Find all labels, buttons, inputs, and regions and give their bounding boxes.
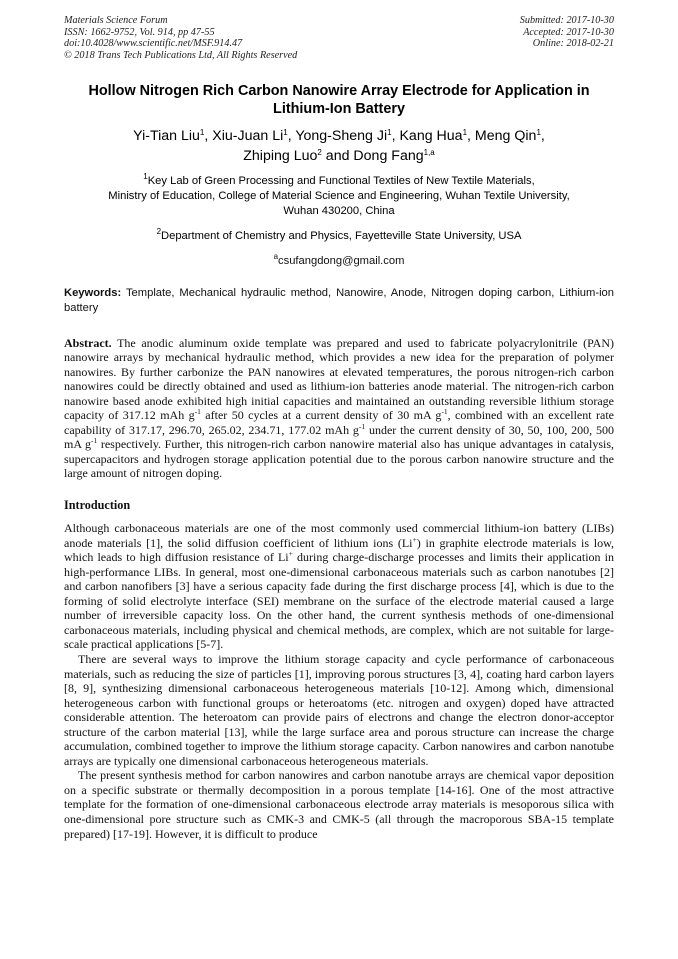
- author: [243, 148, 353, 164]
- abstract-body: [64, 336, 614, 481]
- text-run: under the current density of 30, 50, 100, 200, 500 mA g: [64, 422, 615, 452]
- text-run: There are several ways to improve the lithium storage capacity and cycle performance of carbonaceous materials, such as reducing the size of particles [1], improving porous structures [3, 4], coating hard carbon layers [8, 9], synthesizing dimensional carbonaceous heterogeneous materials [10-12]. Among which, dimensional heterogeneous carbon with functional groups or heteroatoms (etc. nitrogen and oxygen) doped have attracted considerable attention. The heteroatom can provide pairs of electrons and change the electron donor-acceptor structure of the carbon material [13], while the large surface area and porous structure can increase the charge accumulation, combined together to improve the lithium storage capacity. Carbon nanowires and carbon nanotube arrays are typically one dimensional carbonaceous heterogeneous materials.: [64, 651, 614, 768]
- affiliation-line: Wuhan 430200, China: [283, 205, 395, 218]
- text-run: after 50 cycles at a current density of 30 mA g: [200, 408, 442, 423]
- intro-paragraph: [64, 768, 614, 841]
- header-right: [520, 15, 614, 61]
- keywords-text: Template, Mechanical hydraulic method, Nanowire, Anode, Nitrogen doping carbon, Lithium-ion battery: [64, 287, 614, 314]
- affiliation-1: [64, 174, 614, 219]
- header-doi: doi:10.4028/www.scientific.net/MSF.914.47: [64, 38, 243, 50]
- abstract-label: Abstract.: [64, 335, 112, 350]
- intro-paragraph: [64, 652, 614, 768]
- affiliation-2: [64, 229, 614, 244]
- section-heading-introduction: Introduction: [64, 498, 131, 513]
- header-issn: ISSN: 1662-9752, Vol. 914, pp 47-55: [64, 26, 215, 38]
- affiliation-line: Key Lab of Green Processing and Functional Textiles of New Textile Materials,: [147, 175, 535, 188]
- superscript: -1: [441, 407, 448, 417]
- author-affil-sup: 1: [199, 128, 205, 138]
- keywords-label: Keywords:: [64, 287, 122, 300]
- affiliation-sup: 1: [143, 172, 148, 182]
- affiliation-line: Department of Chemistry and Physics, Fayetteville State University, USA: [161, 230, 522, 243]
- paper-title: Hollow Nitrogen Rich Carbon Nanowire Array Electrode for Application in Lithium-Ion Battery: [88, 83, 590, 118]
- author-sep: ,: [391, 128, 400, 145]
- author-name: Xiu-Juan Li: [212, 128, 284, 145]
- affiliation-line: Ministry of Education, College of Material Science and Engineering, Wuhan Textile University,: [108, 190, 570, 203]
- header-left: [64, 15, 297, 61]
- header-submitted: Submitted: 2017-10-30: [519, 15, 614, 26]
- abstract: [64, 336, 614, 481]
- author-sep: ,: [540, 128, 545, 145]
- author-name: Dong Fang: [353, 147, 424, 164]
- keywords: [64, 286, 614, 315]
- author-name: Meng Qin: [474, 128, 537, 145]
- superscript: -1: [90, 436, 98, 446]
- intro-paragraph: [64, 521, 614, 652]
- superscript: +: [412, 534, 417, 544]
- header-accepted: Accepted: 2017-10-30: [523, 26, 614, 38]
- affiliation-sup: 2: [156, 227, 162, 237]
- header-journal: Materials Science Forum: [64, 15, 168, 26]
- text-run: Although carbonaceous materials are one of the most commonly used commercial lithium-ion battery (LIBs) anode materials [1], the solid diffusion coefficient of lithium ions (Li: [64, 521, 614, 550]
- email-sup: a: [273, 252, 279, 262]
- text-run: The present synthesis method for carbon nanowires and carbon nanotube arrays are chemical vapor deposition on a specific substrate or thermally decomposition in a porous template [14-16]. One of the most attractive template for the formation of one-dimensional carbonaceous electrode array materials is mesoporous silica with one-dimensional pore structure such as CMK-3 and CMK-5 (all through the macroporous SBA-15 template prepared) [17-19]. However, it is difficult to produce: [64, 768, 614, 841]
- paper-page: [64, 15, 614, 841]
- author: [475, 128, 545, 144]
- email-address[interactable]: csufangdong@gmail.com: [278, 255, 405, 268]
- author: [133, 128, 212, 144]
- author-list: [64, 127, 614, 166]
- header-online: Online: 2018-02-21: [532, 38, 614, 50]
- author-name: Yi-Tian Liu: [133, 128, 200, 145]
- text-run: during charge-discharge processes and limits their application in high-performance LIBs. In general, most one-dimensional carbonaceous materials such as carbon nanotubes [2] and carbon nanofibers [3] have a serious capacity fade during the first discharge process [4], which is due to the forming of solid electrolyte interface (SEI) membrane on the surface of the electrode material caused a large number of irreversible capacity loss. On the other hand, the current synthesis methods of one-dimensional carbonaceous materials, including physical and chemical methods, are complex, which are not suitable for large-scale practical applications [5-7].: [64, 550, 615, 652]
- journal-header: [64, 15, 614, 61]
- author-affil-sup: 1: [462, 128, 468, 138]
- superscript: -1: [358, 421, 366, 431]
- author-sep: and: [321, 147, 354, 164]
- text-run: respectively. Further, this nitrogen-rich carbon nanowire material also has unique advantages in catalysis, supercapacitors and hydrogen storage application potential due to the porous carbon nanowire structure and the large amount of nitrogen doping.: [64, 437, 614, 481]
- author-affil-sup: 1: [283, 128, 288, 138]
- author: [295, 128, 399, 144]
- superscript: +: [288, 549, 293, 559]
- author-affil-sup: 2: [317, 147, 322, 157]
- author-sep: ,: [204, 128, 213, 145]
- superscript: -1: [194, 407, 201, 417]
- author-affil-sup: 1,a: [423, 147, 435, 157]
- corresponding-email: [64, 254, 614, 269]
- text-run: ) in graphite electrode materials is low, which leads to high diffusion resistance of Li: [64, 535, 614, 565]
- author-name: Zhiping Luo: [243, 147, 318, 164]
- author-name: Kang Hua: [399, 128, 463, 145]
- author: [353, 148, 434, 164]
- author-affil-sup: 1: [387, 128, 392, 138]
- text-run: The anodic aluminum oxide template was prepared and used to fabricate polyacrylonitrile (PAN) nanowire arrays by mechanical hydraulic method, which provides a new idea for the preparation of polymer nanowires. By further carbonize the PAN nanowires at elevated temperatures, the porous nitrogen-rich carbon nanowires could be directly obtained and used as lithium-ion batteries anode material. The nitrogen-rich carbon nanowire based anode exhibited high initial capacities and maintained an outstanding reversible lithium storage capacity of 317.12 mAh g: [64, 335, 614, 423]
- text-run: , combined with an excellent rate capability of 317.17, 296.70, 265.02, 234.71, 177.02 mAh g: [64, 408, 614, 437]
- header-copyright: © 2018 Trans Tech Publications Ltd, All Rights Reserved: [64, 49, 298, 61]
- author-sep: ,: [467, 128, 475, 145]
- author-sep: ,: [287, 128, 296, 145]
- author-affil-sup: 1: [536, 128, 541, 138]
- author-name: Yong-Sheng Ji: [295, 128, 388, 145]
- author: [212, 128, 295, 144]
- author: [399, 128, 474, 144]
